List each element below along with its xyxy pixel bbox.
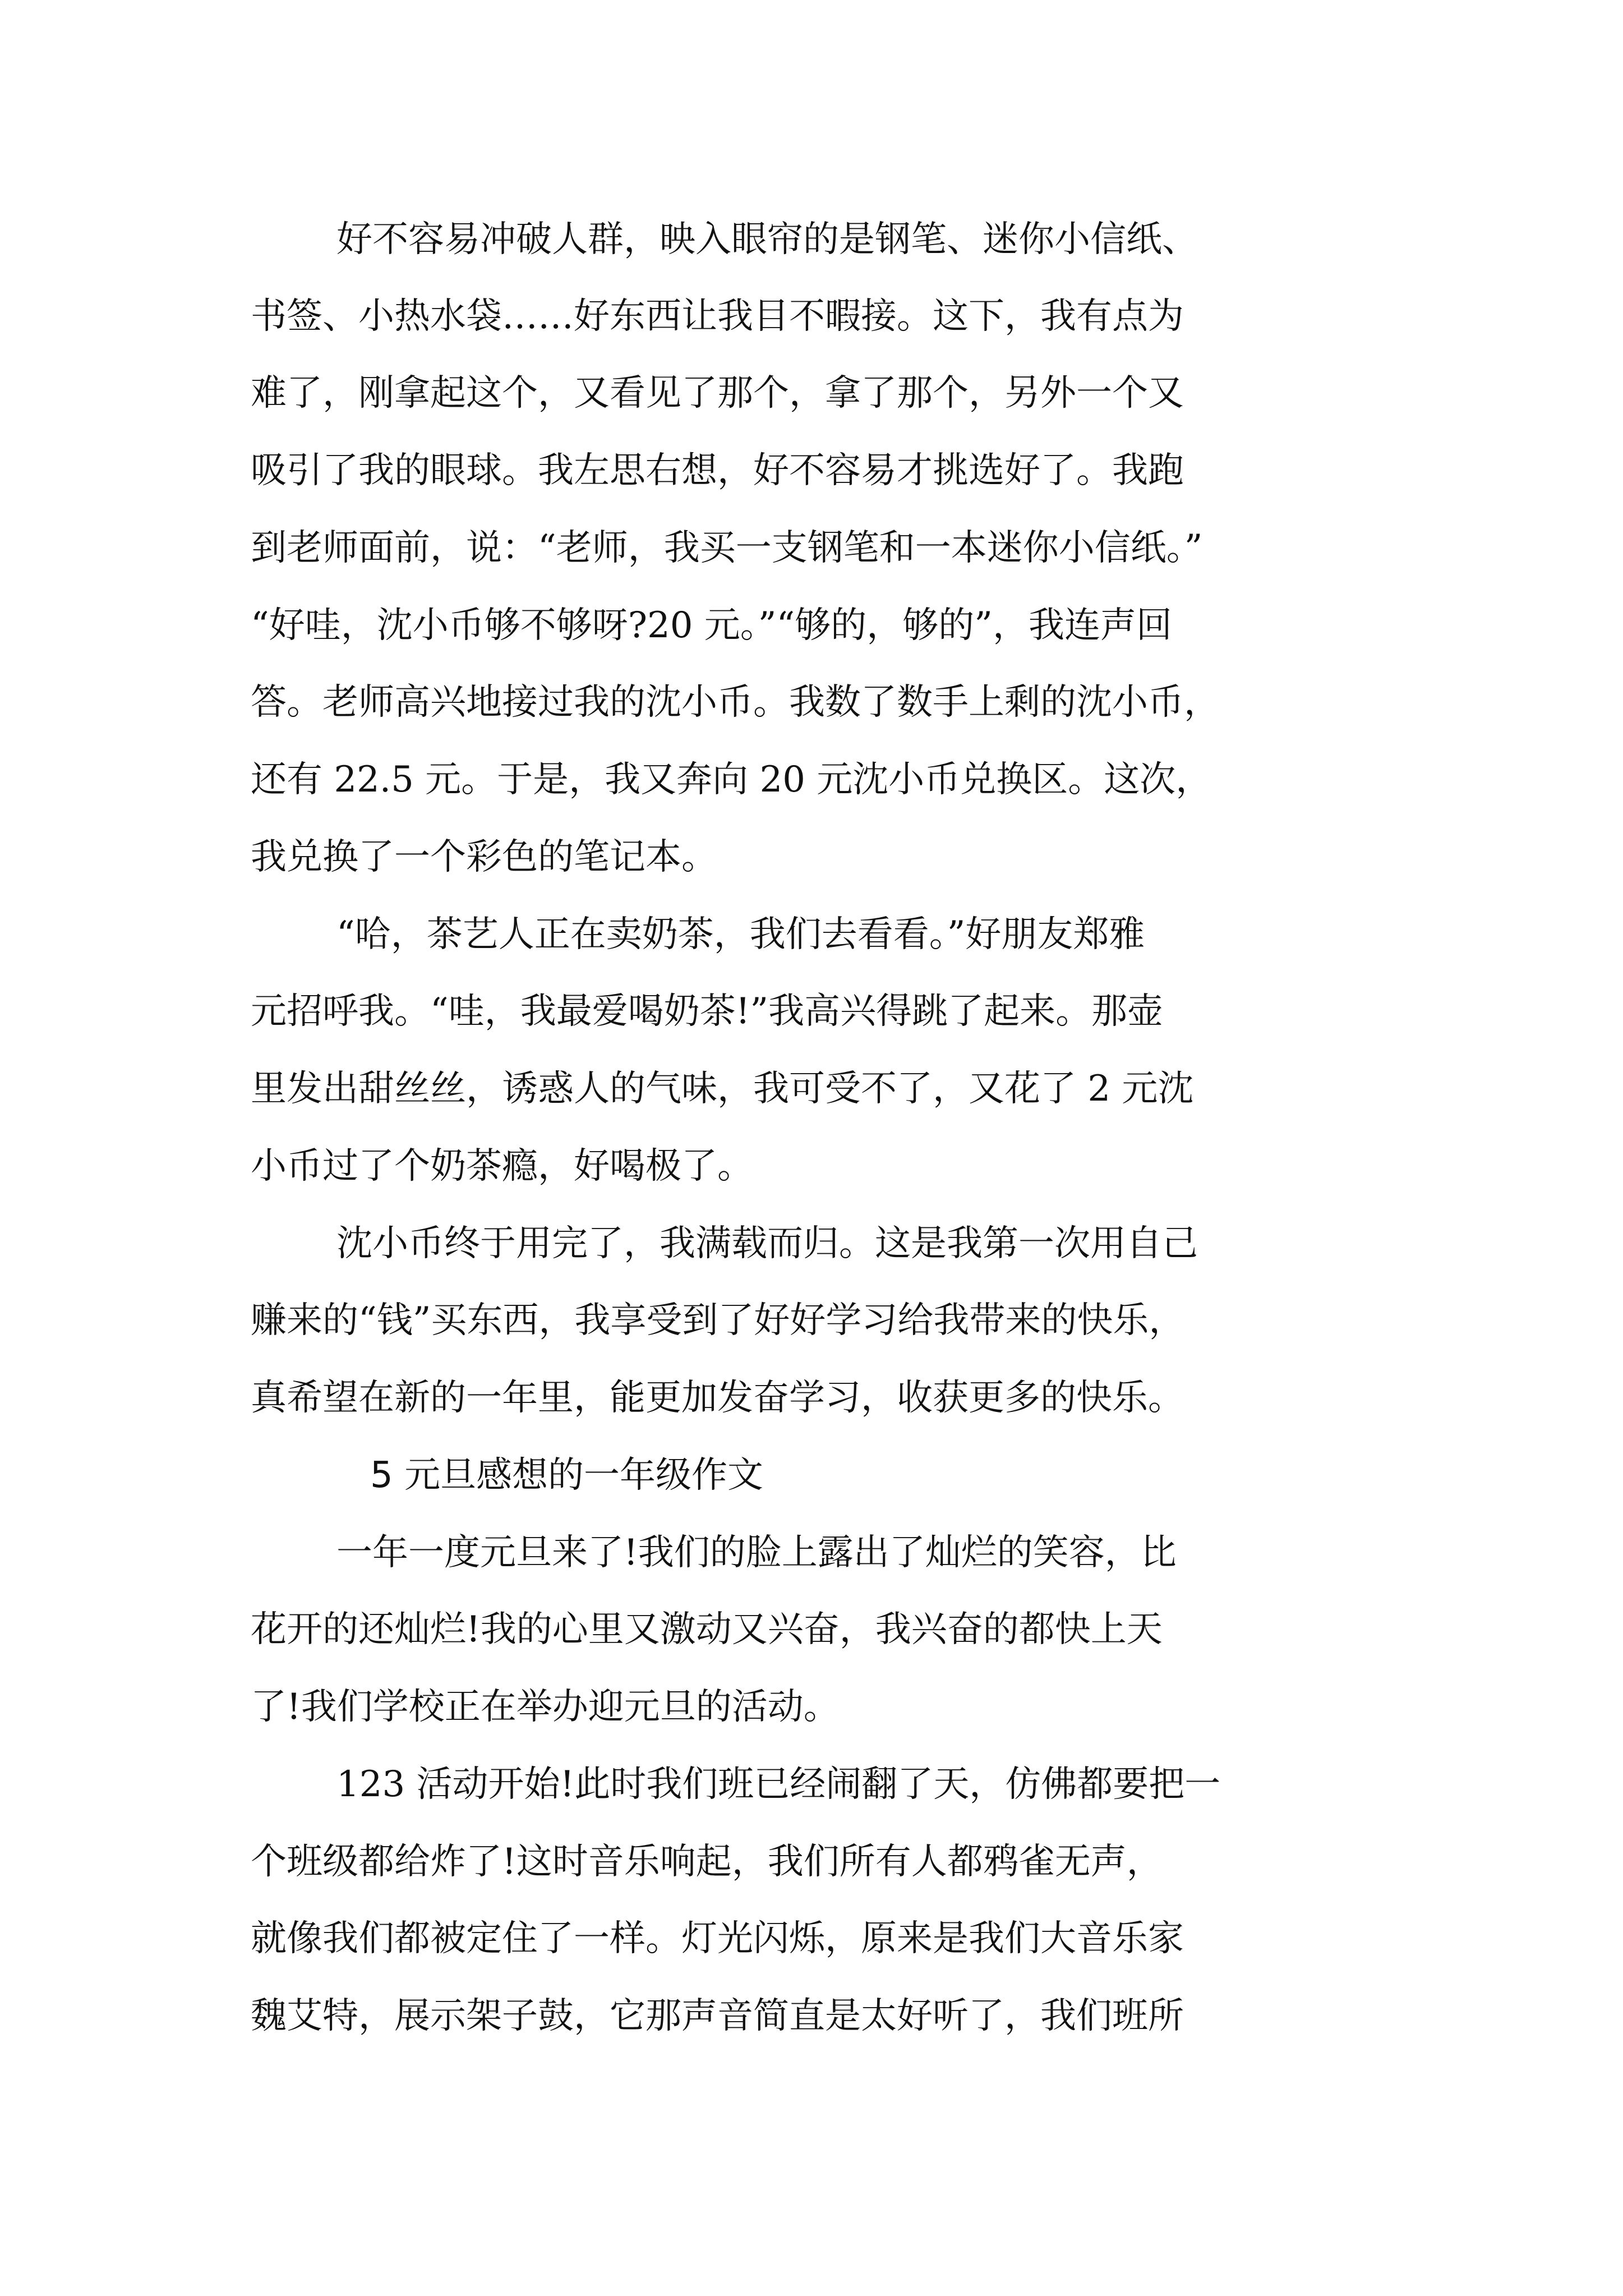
text-line: “哈，茶艺人正在卖奶茶，我们去看看。”好朋友郑雅: [336, 914, 1145, 955]
text-line: 个班级都给炸了!这时音乐响起，我们所有人都鸦雀无声，: [251, 1841, 1163, 1883]
text-line: 了!我们学校正在举办迎元旦的活动。: [251, 1686, 840, 1728]
text-line: 就像我们都被定住了一样。灯光闪烁，原来是我们大音乐家: [251, 1918, 1184, 1959]
text-line: 沈小币终于用完了，我满载而归。这是我第一次用自己: [336, 1223, 1198, 1264]
text-line: 一年一度元旦来了!我们的脸上露出了灿烂的笑容，比: [336, 1532, 1177, 1573]
text-line: 赚来的“钱”买东西，我享受到了好好学习给我带来的快乐，: [251, 1300, 1185, 1341]
text-line: 花开的还灿烂!我的心里又激动又兴奋，我兴奋的都快上天: [251, 1609, 1163, 1650]
essay-heading: 5 元旦感想的一年级作文: [370, 1455, 764, 1496]
text-line: 123 活动开始!此时我们班已经闹翻了天，仿佛都要把一: [336, 1764, 1221, 1805]
text-line: 魏艾特，展示架子鼓，它那声音简直是太好听了，我们班所: [251, 1995, 1184, 2037]
text-line: 里发出甜丝丝，诱惑人的气味，我可受不了，又花了 2 元沈: [251, 1068, 1194, 1110]
text-line: 吸引了我的眼球。我左思右想，好不容易才挑选好了。我跑: [251, 450, 1184, 491]
text-line: 书签、小热水袋……好东西让我目不暇接。这下，我有点为: [251, 296, 1184, 337]
text-line: 难了，刚拿起这个，又看见了那个，拿了那个，另外一个又: [251, 372, 1184, 414]
text-line: 还有 22.5 元。于是，我又奔向 20 元沈小币兑换区。这次，: [251, 759, 1212, 800]
text-line: 真希望在新的一年里，能更加发奋学习，收获更多的快乐。: [251, 1377, 1184, 1419]
text-line: “好哇，沈小币够不够呀?20 元。”“够的，够的”，我连声回: [251, 605, 1172, 646]
text-line: 我兑换了一个彩色的笔记本。: [251, 836, 717, 878]
text-line: 小币过了个奶茶瘾，好喝极了。: [251, 1145, 753, 1187]
text-line: 答。老师高兴地接过我的沈小币。我数了数手上剩的沈小币，: [251, 682, 1220, 723]
text-line: 好不容易冲破人群，映入眼帘的是钢笔、迷你小信纸、: [336, 219, 1198, 260]
text-line: 到老师面前，说：“老师，我买一支钢笔和一本迷你小信纸。”: [251, 527, 1203, 569]
text-line: 元招呼我。“哇，我最爱喝奶茶!”我高兴得跳了起来。那壶: [251, 991, 1164, 1032]
